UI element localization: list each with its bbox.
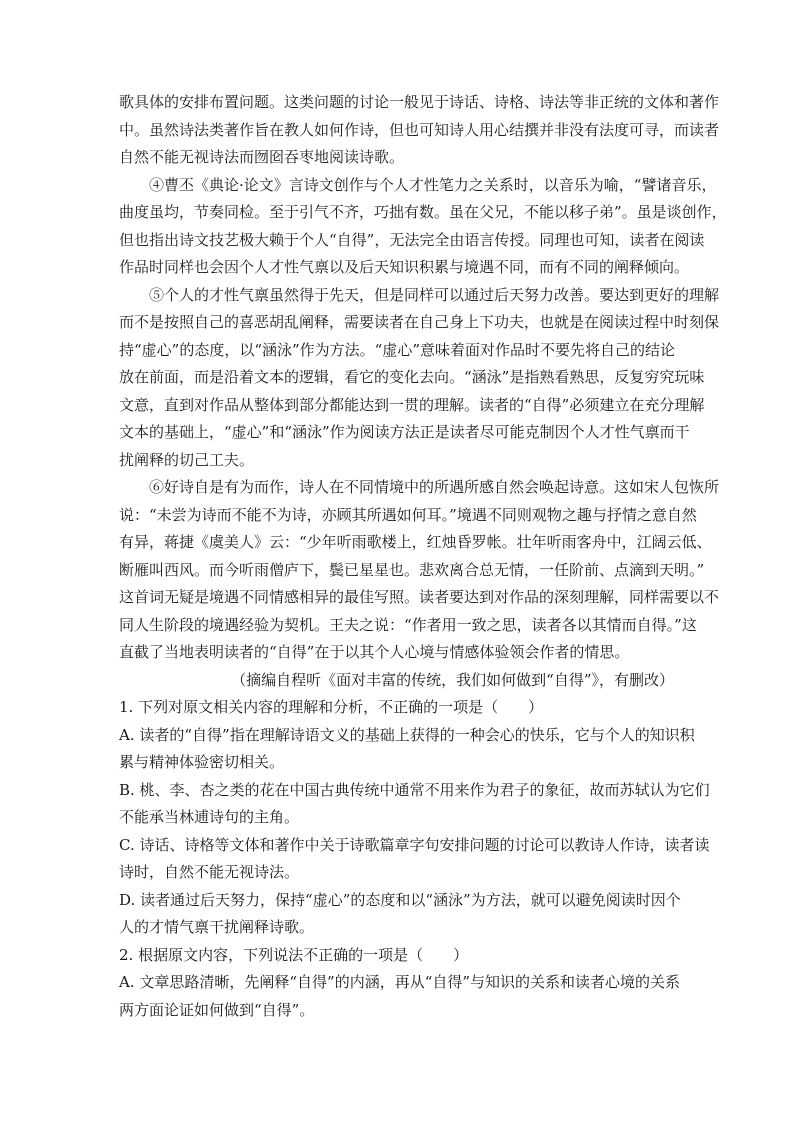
text-line: 诗时，自然不能无视诗法。	[119, 863, 300, 881]
text-line: 不能承当林逋诗句的主角。	[119, 808, 300, 826]
paragraph-4	[119, 172, 727, 282]
text-line: 放在前面，而是沿着文本的逻辑，看它的变化去向。“涵泳”是指熟看熟思，反复穷究玩味	[119, 368, 705, 386]
text-line: B. 桃、李、杏之类的花在中国古典传统中通常不用来作为君子的象征，故而苏轼认为它们	[119, 780, 710, 799]
text-line: D. 读者通过后天努力，保持“虚心”的态度和以“涵泳”为方法，就可以避免阅读时因个	[119, 890, 681, 909]
option-d	[119, 887, 684, 942]
question-1	[119, 694, 710, 942]
text-line: A. 读者的“自得”指在理解诗语文义的基础上获得的一种会心的快乐，它与个人的知识积	[119, 725, 695, 744]
text-line: 而不是按照自己的喜恶胡乱阐释，需要读者在自己身上下功夫，也就是在阅读过程中时刻保	[119, 313, 720, 331]
text-line: 自然不能无视诗法而囫囵吞枣地阅读诗歌。	[119, 148, 405, 166]
paragraph-3-tail	[119, 89, 720, 172]
text-line: 有异，蒋捷《虞美人》云：“少年听雨歌楼上，红烛昏罗帐。壮年听雨客舟中，江阔云低、	[119, 533, 712, 551]
source-note: （摘编自程听《面对丰富的传统，我们如何做到“自得”》，有删改）	[231, 670, 674, 689]
text-line: 曲度虽均，节奏同检。至于引气不齐，巧拙有数。虽在父兄，不能以移子弟”。虽是谈创作，	[119, 203, 727, 221]
text-line: 中。虽然诗法类著作旨在教人如何作诗，但也可知诗人用心结撰并非没有法度可寻，而读者	[119, 120, 720, 139]
option-a	[119, 722, 695, 777]
paragraph-5	[119, 282, 720, 475]
document-page	[119, 89, 727, 1024]
question-stem: 2. 根据原文内容，下列说法不正确的一项是（ ）	[119, 945, 469, 964]
text-line: C. 诗话、诗格等文体和著作中关于诗歌篇章字句安排问题的讨论可以教诗人作诗，读者读	[119, 835, 710, 854]
text-line: 持“虚心”的态度，以“涵泳”作为方法。“虚心”意味着面对作品时不要先将自己的结论	[119, 340, 676, 359]
text-line: 作品时同样也会因个人才性气禀以及后天知识积累与境遇不同，而有不同的阐释倾向。	[119, 258, 690, 276]
text-line: 两方面论证如何做到“自得”。	[119, 1000, 315, 1019]
text-line: ⑤个人的才性气禀虽然得于先天，但是同样可以通过后天努力改善。要达到更好的理解	[149, 285, 720, 304]
text-line: ⑥好诗自是有为而作，诗人在不同情境中的所遇所感自然会唤起诗意。这如宋人包恢所	[149, 478, 720, 496]
option-b	[119, 777, 710, 832]
text-line: 歌具体的安排布置问题。这类问题的讨论一般见于诗话、诗格、诗法等非正统的文体和著作	[119, 93, 720, 111]
text-line: 文本的基础上，“虚心”和“涵泳”作为阅读方法正是读者尽可能克制因个人才性气禀而干	[119, 423, 690, 441]
text-line: 但也指出诗文技艺极大赖于个人“自得”，无法完全由语言传授。同理也可知，读者在阅读	[119, 230, 705, 249]
option-a	[119, 969, 684, 1024]
text-line: A. 文章思路清晰，先阐释“自得”的内涵，再从“自得”与知识的关系和读者心境的关系	[119, 973, 681, 991]
text-line: 直截了当地表明读者的“自得”在于以其个人心境与情感体验领会作者的情思。	[119, 643, 630, 661]
text-line: 扰阐释的切己工夫。	[119, 450, 255, 469]
text-line: 累与精神体验密切相关。	[119, 753, 285, 771]
text-line: 断雁叫西风。而今听雨僧庐下，鬓已星星也。悲欢离合总无情，一任阶前、点滴到天明。”	[119, 560, 705, 579]
question-stem: 1. 下列对原文相关内容的理解和分析，不正确的一项是（ ）	[119, 698, 544, 716]
text-line: 同人生阶段的境遇经验为契机。王夫之说：“作者用一致之思，读者各以其情而自得。”这	[119, 615, 697, 634]
text-line: 文意，直到对作品从整体到部分都能达到一贯的理解。读者的“自得”必须建立在充分理解	[119, 395, 705, 414]
option-c	[119, 832, 710, 887]
text-line: 这首词无疑是境遇不同情感相异的最佳写照。读者要达到对作品的深刻理解，同样需要以不	[119, 588, 720, 606]
text-line: ④曹丕《典论·论文》言诗文创作与个人才性笔力之关系时，以音乐为喻，“譬诸音乐，	[149, 175, 717, 194]
question-2	[119, 942, 684, 1025]
paragraph-6	[119, 474, 720, 667]
text-line: 说：“未尝为诗而不能不为诗，亦顾其所遇如何耳。”境遇不同则观物之趣与抒情之意自然	[119, 505, 697, 524]
text-line: 人的才情气禀干扰阐释诗歌。	[119, 918, 315, 936]
